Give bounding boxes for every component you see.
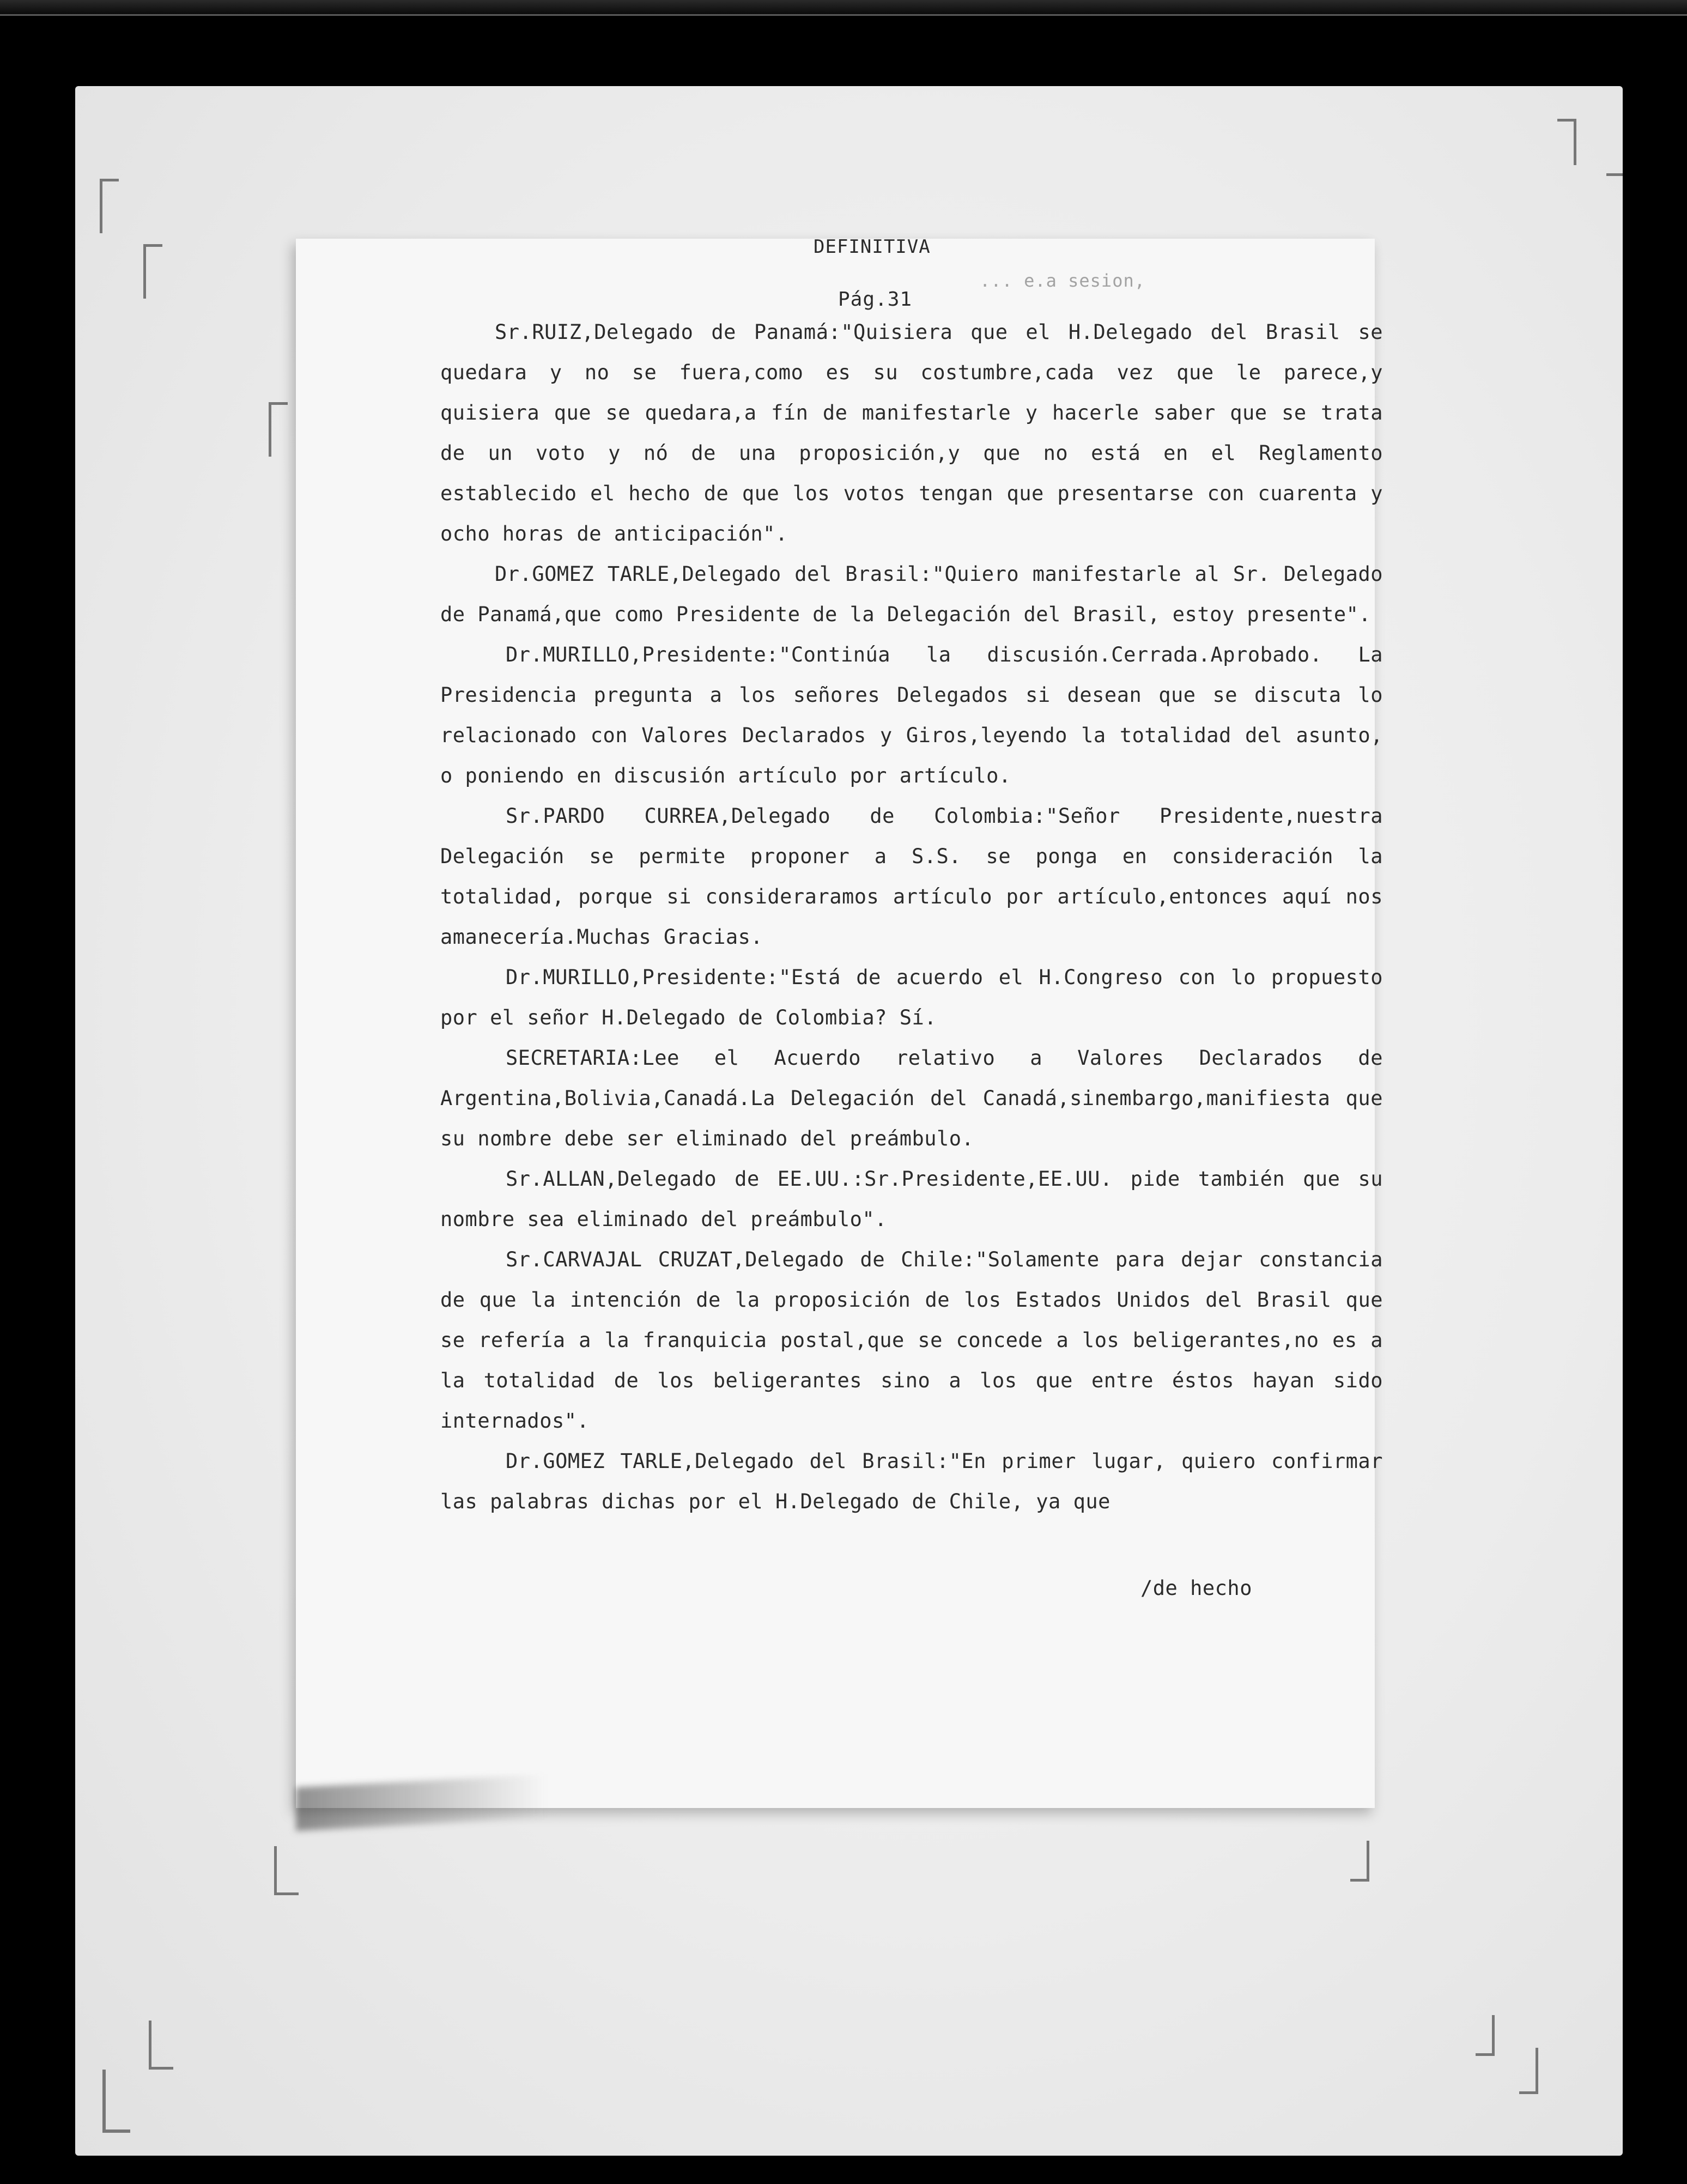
page-number: Pág.31 (838, 288, 913, 311)
paragraph: Sr.RUIZ,Delegado de Panamá:"Quisiera que el H.Delegado del Brasil se quedara y no se fuera,como es su costumbre,cada vez que le parece,y quisiera que se quedara,a fín de manifestarle y hacerle saber que se trata de un voto y nó de una proposición,y que no está en el Reglamento establecido el hecho de que los votos tengan que presentarse con cuarenta y ocho horas de anticipación". (440, 320, 1383, 545)
paragraph: Dr.MURILLO,Presidente:"Está de acuerdo el H.Congreso con lo propuesto por el señor H.Delegado de Colombia? Sí. (440, 966, 1383, 1029)
paragraph: Sr.ALLAN,Delegado de EE.UU.:Sr.Presidente,EE.UU. pide también que su nombre sea eliminado del preámbulo". (440, 1167, 1383, 1231)
paragraph: Dr.GOMEZ TARLE,Delegado del Brasil:"Quiero manifestarle al Sr. Delegado de Panamá,que como Presidente de la Delegación del Brasil, estoy presente". (440, 562, 1383, 626)
paragraph: Sr.CARVAJAL CRUZAT,Delegado de Chile:"Solamente para dejar constancia de que la intención de la proposición de los Estados Unidos del Brasil que se refería a la franquicia postal,que se concede a los beligerantes,no es a la totalidad de los beligerantes sino a los que entre éstos hayan sido internados". (440, 1248, 1383, 1433)
microfilm-frame (75, 86, 1623, 2156)
header-stamp: DEFINITIVA (814, 236, 931, 258)
faded-note: ... e.a sesion, (980, 270, 1145, 291)
body-text (440, 312, 1383, 1522)
paragraph: Dr.MURILLO,Presidente:"Continúa la discusión.Cerrada.Aprobado. La Presidencia pregunta a los señores Delegados si desean que se discuta lo relacionado con Valores Declarados y Giros,leyendo la totalidad del asunto, o poniendo en discusión artículo por artículo. (440, 643, 1383, 787)
film-top-strip (0, 0, 1687, 16)
typed-document (75, 86, 1623, 2156)
paragraph: Sr.PARDO CURREA,Delegado de Colombia:"Señor Presidente,nuestra Delegación se permite proponer a S.S. se ponga en consideración la totalidad, porque si consideraramos artículo por artículo,entonces aquí nos amanecería.Muchas Gracias. (440, 804, 1383, 949)
paragraph: Dr.GOMEZ TARLE,Delegado del Brasil:"En primer lugar, quiero confirmar las palabras dichas por el H.Delegado de Chile, ya que (440, 1449, 1383, 1513)
paragraph: SECRETARIA:Lee el Acuerdo relativo a Valores Declarados de Argentina,Bolivia,Canadá.La Delegación del Canadá,sinembargo,manifiesta que su nombre debe ser eliminado del preámbulo. (440, 1046, 1383, 1150)
continuation-note: /de hecho (1140, 1576, 1252, 1600)
